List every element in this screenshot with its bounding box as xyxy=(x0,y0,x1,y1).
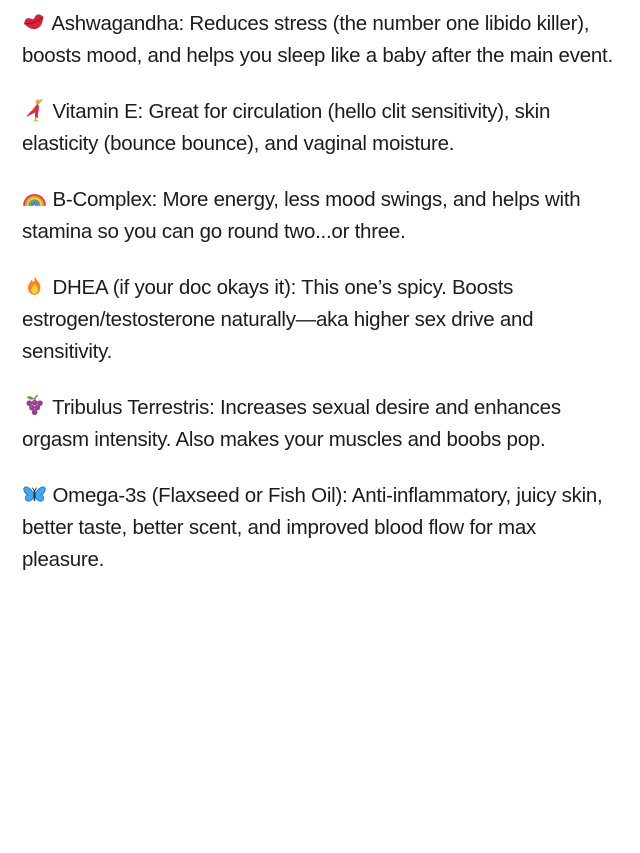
rainbow-emoji xyxy=(22,186,47,211)
paragraph-b-complex xyxy=(22,184,620,248)
paragraph-text: DHEA (if your doc okays it): This one’s spicy. Boosts estrogen/testosterone naturally—aka higher sex drive and sensitivity. xyxy=(22,276,534,363)
fire-emoji xyxy=(22,274,47,299)
paragraph-text: Omega-3s (Flaxseed or Fish Oil): Anti-inflammatory, juicy skin, better taste, better scent, and improved blood flow for max pleasure. xyxy=(22,484,603,571)
paragraph-text: Ashwagandha: Reduces stress (the number one libido killer), boosts mood, and helps you sleep like a baby after the main event. xyxy=(22,12,613,67)
butterfly-emoji xyxy=(22,482,47,507)
grapes-emoji xyxy=(22,394,47,419)
paragraph-tribulus xyxy=(22,392,620,456)
paragraph-omega-3s xyxy=(22,480,620,576)
paragraph-text: Vitamin E: Great for circulation (hello clit sensitivity), skin elasticity (bounce bounce), and vaginal moisture. xyxy=(22,100,551,155)
paragraph-ashwagandha xyxy=(22,8,620,72)
paragraph-vitamin-e xyxy=(22,96,620,160)
paragraph-text: Tribulus Terrestris: Increases sexual desire and enhances orgasm intensity. Also makes your muscles and boobs pop. xyxy=(22,396,561,451)
paragraph-text: B-Complex: More energy, less mood swings, and helps with stamina so you can go round two...or three. xyxy=(22,188,581,243)
paragraph-dhea xyxy=(22,272,620,368)
kiss-mark-emoji xyxy=(22,10,47,35)
woman-dancing-emoji xyxy=(22,98,47,123)
